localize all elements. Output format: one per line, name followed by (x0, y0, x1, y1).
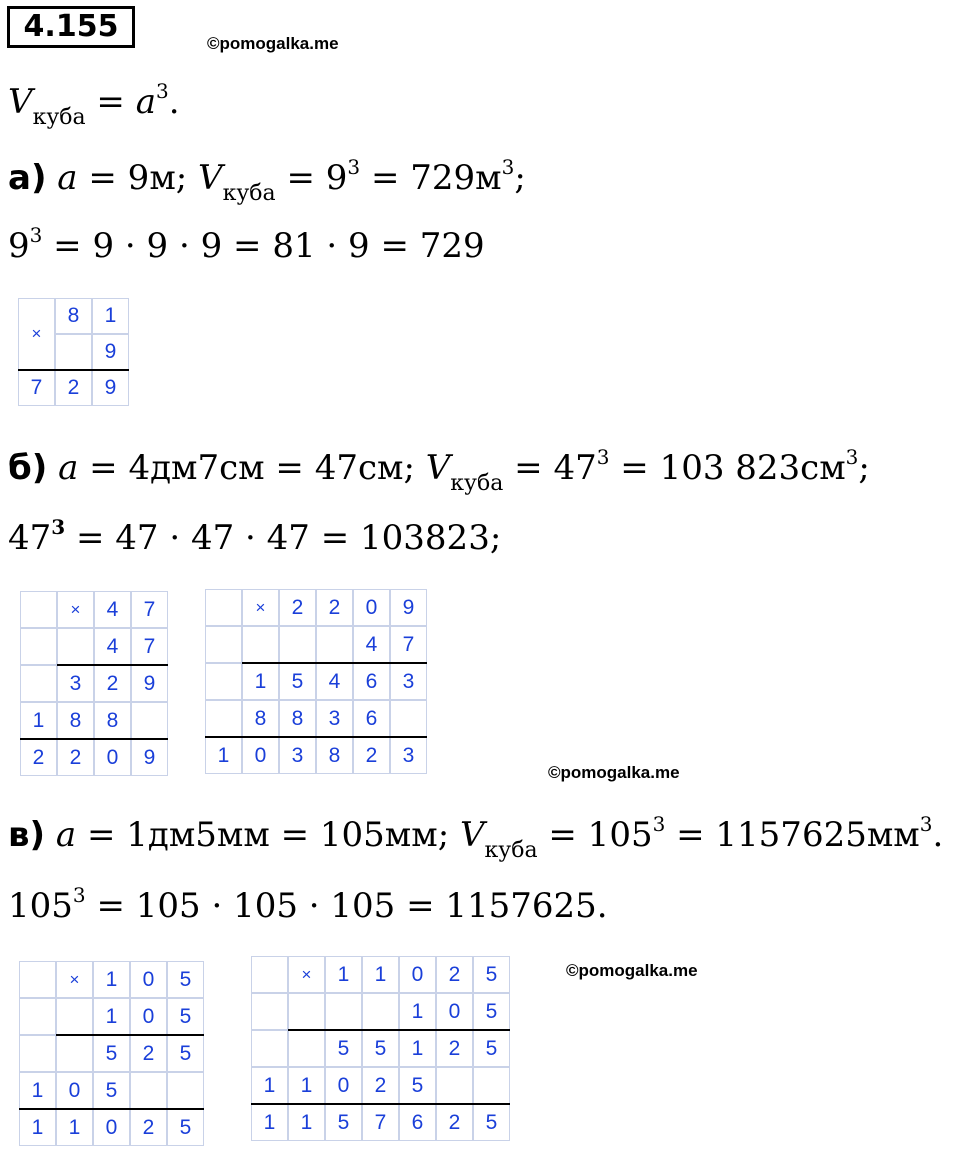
digit-cell: 5 (167, 1035, 204, 1072)
digit-cell: 9 (131, 665, 168, 702)
result-rule (56, 1034, 204, 1036)
times-sign: × (18, 298, 55, 370)
times-sign: × (288, 956, 325, 993)
digit-cell: 5 (93, 1035, 130, 1072)
digit-cell: 1 (93, 998, 130, 1035)
digit-cell: 0 (56, 1072, 93, 1109)
digit-cell: 5 (473, 956, 510, 993)
digit-cell: 8 (242, 700, 279, 737)
digit-cell (242, 626, 279, 663)
digit-cell: 5 (167, 1109, 204, 1146)
digit-cell (205, 700, 242, 737)
part-b-label: б) (8, 448, 48, 488)
digit-cell (20, 665, 57, 702)
digit-cell: 2 (130, 1109, 167, 1146)
times-sign: × (57, 591, 94, 628)
digit-cell: 9 (92, 370, 129, 406)
digit-cell: 2 (353, 737, 390, 774)
digit-cell: 7 (131, 591, 168, 628)
part-c-calculation: $105^3 = 105 \cdot 105 \cdot 105 = 1157625$. (8, 883, 608, 926)
digit-cell: 0 (399, 956, 436, 993)
digit-cell: 5 (473, 1030, 510, 1067)
digit-cell (288, 1030, 325, 1067)
digit-cell: 1 (56, 1109, 93, 1146)
problem-number: 4.155 (7, 6, 135, 48)
digit-cell: 1 (205, 737, 242, 774)
part-a-calculation: $9^3 = 9 \cdot 9 \cdot 9 = 81 \cdot 9 = 729$ (8, 223, 485, 266)
digit-cell: 2 (57, 739, 94, 776)
digit-cell: 2 (55, 370, 92, 406)
digit-cell: 5 (362, 1030, 399, 1067)
digit-cell: 8 (94, 702, 131, 739)
watermark: ©pomogalka.me (548, 763, 680, 782)
digit-cell (251, 956, 288, 993)
digit-cell: 0 (436, 993, 473, 1030)
times-sign: × (56, 961, 93, 998)
result-rule (57, 664, 168, 666)
digit-cell: 1 (93, 961, 130, 998)
digit-cell: 5 (93, 1072, 130, 1109)
mult-grid-11025x105 (251, 956, 510, 1141)
digit-cell: 3 (390, 737, 427, 774)
part-b-statement: б) a = 4дм7см = 47см; $V_{куба} = 47^3 = 103$ $823см^3$; (8, 445, 870, 496)
digit-cell: 9 (131, 739, 168, 776)
digit-cell (205, 663, 242, 700)
digit-cell: 8 (279, 700, 316, 737)
digit-cell: 1 (19, 1109, 56, 1146)
digit-cell: 4 (94, 591, 131, 628)
digit-cell (131, 702, 168, 739)
digit-cell (55, 334, 92, 370)
digit-cell: 5 (325, 1104, 362, 1141)
digit-cell: 8 (57, 702, 94, 739)
digit-cell (436, 1067, 473, 1104)
digit-cell (57, 628, 94, 665)
digit-cell: 2 (279, 589, 316, 626)
digit-cell (316, 626, 353, 663)
result-rule (18, 369, 129, 371)
digit-cell (19, 1035, 56, 1072)
part-c-statement: в) a = 1дм5мм = 105мм; $V_{куба} = 105^3 = 1157625мм^3$. (8, 812, 944, 863)
result-rule (20, 738, 168, 740)
cube-volume-formula: $V_{куба} = a^3$. (8, 79, 180, 130)
digit-cell (288, 993, 325, 1030)
digit-cell (19, 961, 56, 998)
mult-grid-47x47 (20, 591, 168, 776)
result-rule (205, 736, 427, 738)
digit-cell: 4 (316, 663, 353, 700)
digit-cell (362, 993, 399, 1030)
digit-cell: 6 (399, 1104, 436, 1141)
digit-cell: 7 (362, 1104, 399, 1141)
digit-cell: 4 (94, 628, 131, 665)
digit-cell: 9 (390, 589, 427, 626)
digit-cell: 7 (390, 626, 427, 663)
digit-cell: 3 (279, 737, 316, 774)
digit-cell: 2 (130, 1035, 167, 1072)
part-a-label: а) (8, 158, 47, 198)
digit-cell: 0 (325, 1067, 362, 1104)
result-rule (19, 1108, 204, 1110)
digit-cell: 5 (473, 1104, 510, 1141)
digit-cell: 1 (20, 702, 57, 739)
part-c-label: в) (8, 815, 46, 855)
digit-cell: 1 (242, 663, 279, 700)
result-rule (242, 662, 427, 664)
digit-cell: 6 (353, 700, 390, 737)
digit-cell: 1 (399, 993, 436, 1030)
digit-cell (205, 626, 242, 663)
digit-cell (20, 591, 57, 628)
digit-cell: 3 (316, 700, 353, 737)
digit-cell: 1 (251, 1067, 288, 1104)
digit-cell: 7 (131, 628, 168, 665)
digit-cell: 8 (55, 298, 92, 334)
digit-cell: 1 (399, 1030, 436, 1067)
digit-cell: 0 (130, 998, 167, 1035)
digit-cell: 2 (436, 1104, 473, 1141)
digit-cell (473, 1067, 510, 1104)
digit-cell: 1 (325, 956, 362, 993)
digit-cell: 2 (94, 665, 131, 702)
digit-cell (205, 589, 242, 626)
digit-cell (20, 628, 57, 665)
digit-cell: 4 (353, 626, 390, 663)
digit-cell (19, 998, 56, 1035)
digit-cell (390, 700, 427, 737)
digit-cell: 2 (362, 1067, 399, 1104)
digit-cell: 1 (19, 1072, 56, 1109)
digit-cell: 1 (92, 298, 129, 334)
digit-cell: 9 (92, 334, 129, 370)
digit-cell: 2 (20, 739, 57, 776)
digit-cell: 3 (57, 665, 94, 702)
digit-cell: 2 (436, 1030, 473, 1067)
digit-cell: 0 (353, 589, 390, 626)
mult-grid-2209x47 (205, 589, 427, 774)
digit-cell: 8 (316, 737, 353, 774)
digit-cell: 7 (18, 370, 55, 406)
digit-cell (251, 993, 288, 1030)
watermark: ©pomogalka.me (207, 34, 339, 53)
digit-cell (167, 1072, 204, 1109)
digit-cell (56, 998, 93, 1035)
digit-cell (325, 993, 362, 1030)
digit-cell: 5 (279, 663, 316, 700)
times-sign: × (242, 589, 279, 626)
digit-cell: 1 (362, 956, 399, 993)
part-a-statement: а) a = 9м; $V_{куба} = 9^3 = 729м^3$; (8, 155, 526, 206)
digit-cell: 0 (242, 737, 279, 774)
digit-cell: 2 (436, 956, 473, 993)
digit-cell: 3 (390, 663, 427, 700)
digit-cell (279, 626, 316, 663)
digit-cell: 0 (130, 961, 167, 998)
digit-cell (130, 1072, 167, 1109)
digit-cell: 2 (316, 589, 353, 626)
mult-grid-105x105 (19, 961, 204, 1146)
digit-cell: 5 (167, 998, 204, 1035)
digit-cell: 5 (325, 1030, 362, 1067)
digit-cell: 6 (353, 663, 390, 700)
digit-cell (251, 1030, 288, 1067)
digit-cell: 1 (288, 1104, 325, 1141)
result-rule (288, 1029, 510, 1031)
digit-cell: 1 (288, 1067, 325, 1104)
digit-cell: 1 (251, 1104, 288, 1141)
watermark: ©pomogalka.me (566, 961, 698, 980)
mult-grid-81x9 (18, 298, 129, 406)
result-rule (251, 1103, 510, 1105)
digit-cell: 0 (94, 739, 131, 776)
digit-cell: 0 (93, 1109, 130, 1146)
digit-cell: 5 (167, 961, 204, 998)
digit-cell: 5 (399, 1067, 436, 1104)
part-b-calculation: $47^3 = 47 \cdot 47 \cdot 47 = 103823$; (8, 515, 502, 558)
digit-cell: 5 (473, 993, 510, 1030)
digit-cell (56, 1035, 93, 1072)
